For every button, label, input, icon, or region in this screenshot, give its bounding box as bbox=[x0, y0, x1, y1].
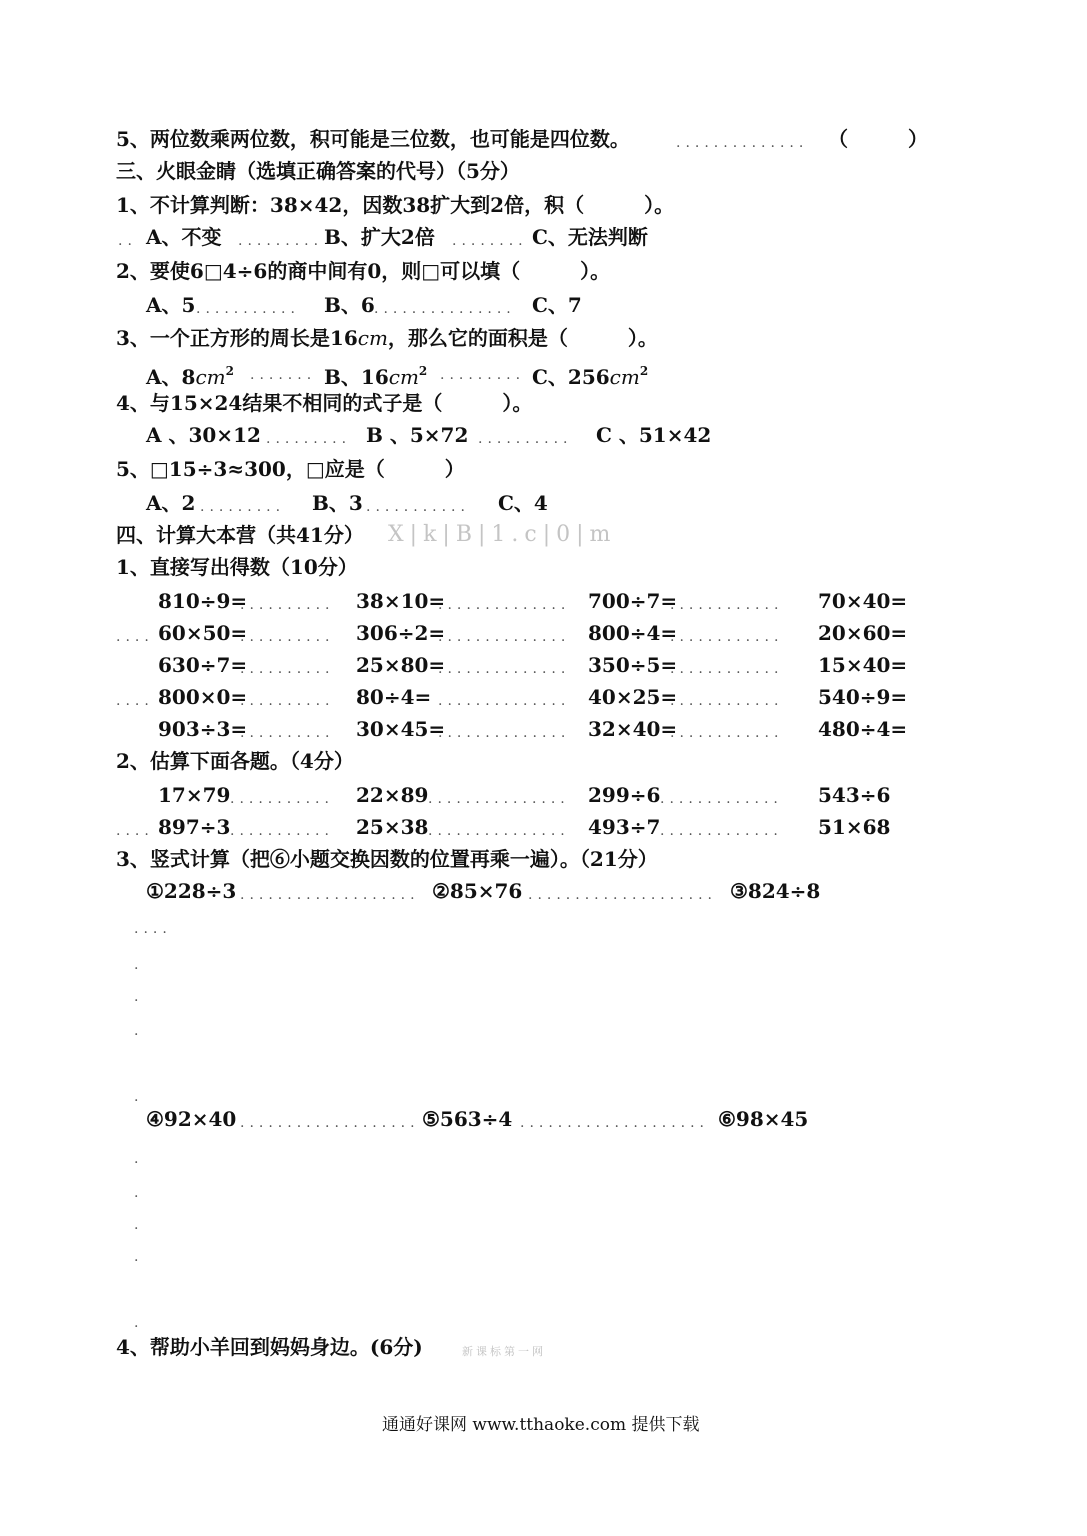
question-3-option-a[interactable] bbox=[146, 358, 234, 390]
question-3-option-b[interactable] bbox=[324, 358, 427, 390]
leader-dots: ........ bbox=[452, 233, 528, 249]
mental-math-item: 15×40= bbox=[818, 653, 908, 677]
answer-parentheses[interactable]: （ ） bbox=[828, 127, 928, 151]
leader-dots: ............ bbox=[670, 725, 784, 741]
option-value: B、16 bbox=[324, 365, 389, 389]
leader-dots: .... bbox=[116, 693, 154, 709]
leader-dots: ................... bbox=[240, 1115, 420, 1131]
leader-dots: ............. bbox=[660, 791, 783, 807]
leader-dots: ............... bbox=[428, 823, 570, 839]
question-2-option-a[interactable]: A、5 bbox=[146, 293, 196, 317]
question-3-stem-text: 3、一个正方形的周长是16 bbox=[116, 326, 358, 350]
option-value: A、8 bbox=[146, 365, 196, 389]
mental-math-item: 800×0= bbox=[158, 685, 248, 709]
footer-download-note: 通通好课网 www.tthaoke.com 提供下载 bbox=[382, 1415, 700, 1435]
judge-item-5: 5、两位数乘两位数，积可能是三位数，也可能是四位数。 bbox=[116, 127, 630, 151]
leader-dots: ............... bbox=[428, 791, 570, 807]
vertical-calc-item: ⑤563÷4 bbox=[422, 1107, 513, 1131]
question-3-stem bbox=[116, 325, 658, 351]
leader-dots: .... bbox=[116, 823, 154, 839]
mental-math-item: 30×45= bbox=[356, 717, 446, 741]
leader-dots: .............. bbox=[676, 135, 809, 151]
leader-dots: ......... bbox=[266, 431, 352, 447]
section-3-title: 三、火眼金睛（选填正确答案的代号）（5分） bbox=[116, 159, 520, 183]
mental-math-item: 40×25= bbox=[588, 685, 678, 709]
leader-dots: .................... bbox=[528, 887, 718, 903]
leader-dots: ............ bbox=[670, 629, 784, 645]
mental-math-item: 800÷4= bbox=[588, 621, 678, 645]
unit-exponent: 2 bbox=[639, 364, 649, 378]
leader-dots: .......... bbox=[240, 693, 335, 709]
leader-dots: . bbox=[134, 957, 144, 973]
leader-dots: ........... bbox=[366, 499, 470, 515]
estimate-item: 543÷6 bbox=[818, 783, 891, 807]
part-3-title: 3、竖式计算（把⑥小题交换因数的位置再乘一遍）。（21分） bbox=[116, 847, 658, 871]
question-1-option-b[interactable]: B、扩大2倍 bbox=[324, 225, 435, 249]
mental-math-item: 903÷3= bbox=[158, 717, 248, 741]
leader-dots: ............ bbox=[670, 597, 784, 613]
leader-dots: .................... bbox=[520, 1115, 710, 1131]
question-1-stem: 1、不计算判断：38×42，因数38扩大到2倍，积（ ）。 bbox=[116, 193, 675, 217]
question-4-option-a[interactable]: A 、30×12 bbox=[146, 423, 261, 447]
mental-math-item: 80÷4= bbox=[356, 685, 432, 709]
leader-dots: .... bbox=[116, 629, 154, 645]
leader-dots: ................... bbox=[240, 887, 420, 903]
estimate-item: 493÷7 bbox=[588, 815, 661, 839]
question-2-stem: 2、要使6□4÷6的商中间有0，则□可以填（ ）。 bbox=[116, 259, 611, 283]
unit-cm: cm bbox=[357, 326, 388, 350]
leader-dots: ........... bbox=[230, 823, 334, 839]
leader-dots: ........... bbox=[196, 301, 300, 317]
leader-dots: .......... bbox=[478, 431, 573, 447]
unit-cm: cm bbox=[609, 365, 640, 389]
section-4-title: 四、计算大本营（共41分） bbox=[116, 523, 364, 547]
leader-dots: ............... bbox=[374, 301, 516, 317]
leader-dots: .... bbox=[134, 921, 172, 937]
leader-dots: .............. bbox=[438, 661, 571, 677]
unit-cm: cm bbox=[388, 365, 419, 389]
question-3-stem-tail: ，那么它的面积是（ ）。 bbox=[387, 326, 658, 350]
estimate-item: 22×89 bbox=[356, 783, 429, 807]
leader-dots: ......... bbox=[440, 367, 526, 383]
unit-cm: cm bbox=[195, 365, 226, 389]
leader-dots: ........... bbox=[230, 791, 334, 807]
vertical-calc-item: ④92×40 bbox=[146, 1107, 237, 1131]
question-5-stem: 5、□15÷3≈300，□应是（ ） bbox=[116, 457, 465, 481]
part-4-title: 4、帮助小羊回到妈妈身边。(6分) bbox=[116, 1335, 423, 1359]
estimate-item: 897÷3 bbox=[158, 815, 231, 839]
leader-dots: .............. bbox=[438, 597, 571, 613]
mental-math-item: 350÷5= bbox=[588, 653, 678, 677]
leader-dots: . bbox=[134, 989, 144, 1005]
leader-dots: .............. bbox=[438, 693, 571, 709]
mental-math-item: 70×40= bbox=[818, 589, 908, 613]
vertical-calc-item: ②85×76 bbox=[432, 879, 523, 903]
leader-dots: .. bbox=[118, 233, 137, 249]
leader-dots: . bbox=[134, 1151, 144, 1167]
question-4-option-b[interactable]: B 、5×72 bbox=[366, 423, 469, 447]
mental-math-item: 540÷9= bbox=[818, 685, 908, 709]
option-value: C、256 bbox=[532, 365, 610, 389]
question-4-option-c[interactable]: C 、51×42 bbox=[596, 423, 712, 447]
mental-math-item: 630÷7= bbox=[158, 653, 248, 677]
question-3-option-c[interactable] bbox=[532, 358, 648, 390]
vertical-calc-item: ⑥98×45 bbox=[718, 1107, 809, 1131]
leader-dots: .......... bbox=[240, 725, 335, 741]
leader-dots: . bbox=[134, 1185, 144, 1201]
vertical-calc-item: ①228÷3 bbox=[146, 879, 237, 903]
leader-dots: ............. bbox=[660, 823, 783, 839]
leader-dots: .......... bbox=[240, 597, 335, 613]
leader-dots: ............ bbox=[670, 693, 784, 709]
question-5-option-a[interactable]: A、2 bbox=[146, 491, 196, 515]
leader-dots: . bbox=[134, 1315, 144, 1331]
leader-dots: . bbox=[134, 1023, 144, 1039]
question-5-option-c[interactable]: C、4 bbox=[498, 491, 548, 515]
mental-math-item: 32×40= bbox=[588, 717, 678, 741]
leader-dots: .......... bbox=[240, 661, 335, 677]
question-4-stem: 4、与15×24结果不相同的式子是（ ）。 bbox=[116, 391, 533, 415]
watermark-text: 新课标第一网 bbox=[462, 1345, 546, 1358]
leader-dots: . bbox=[134, 1217, 144, 1233]
question-2-option-c[interactable]: C、7 bbox=[532, 293, 582, 317]
question-5-option-b[interactable]: B、3 bbox=[312, 491, 363, 515]
estimate-item: 25×38 bbox=[356, 815, 429, 839]
estimate-item: 299÷6 bbox=[588, 783, 661, 807]
leader-dots: ....... bbox=[250, 367, 317, 383]
leader-dots: .......... bbox=[240, 629, 335, 645]
leader-dots: ......... bbox=[238, 233, 324, 249]
leader-dots: . bbox=[134, 1249, 144, 1265]
mental-math-item: 700÷7= bbox=[588, 589, 678, 613]
unit-exponent: 2 bbox=[225, 364, 234, 378]
mental-math-item: 25×80= bbox=[356, 653, 446, 677]
unit-exponent: 2 bbox=[418, 364, 428, 378]
question-1-option-a[interactable]: A、不变 bbox=[146, 225, 222, 249]
mental-math-item: 20×60= bbox=[818, 621, 908, 645]
leader-dots: .............. bbox=[438, 629, 571, 645]
leader-dots: ............ bbox=[670, 661, 784, 677]
mental-math-item: 810÷9= bbox=[158, 589, 248, 613]
question-2-option-b[interactable]: B、6 bbox=[324, 293, 375, 317]
estimate-item: 17×79 bbox=[158, 783, 231, 807]
mental-math-item: 60×50= bbox=[158, 621, 248, 645]
vertical-calc-item: ③824÷8 bbox=[730, 879, 821, 903]
estimate-item: 51×68 bbox=[818, 815, 891, 839]
part-1-title: 1、直接写出得数（10分） bbox=[116, 555, 358, 579]
leader-dots: ......... bbox=[200, 499, 286, 515]
leader-dots: . bbox=[134, 1089, 144, 1105]
question-1-option-c[interactable]: C、无法判断 bbox=[532, 225, 648, 249]
mental-math-item: 306÷2= bbox=[356, 621, 446, 645]
watermark-text: X|k|B|1.c|0|m bbox=[388, 522, 617, 547]
mental-math-item: 38×10= bbox=[356, 589, 446, 613]
part-2-title: 2、估算下面各题。（4分） bbox=[116, 749, 354, 773]
leader-dots: .............. bbox=[438, 725, 571, 741]
mental-math-item: 480÷4= bbox=[818, 717, 908, 741]
